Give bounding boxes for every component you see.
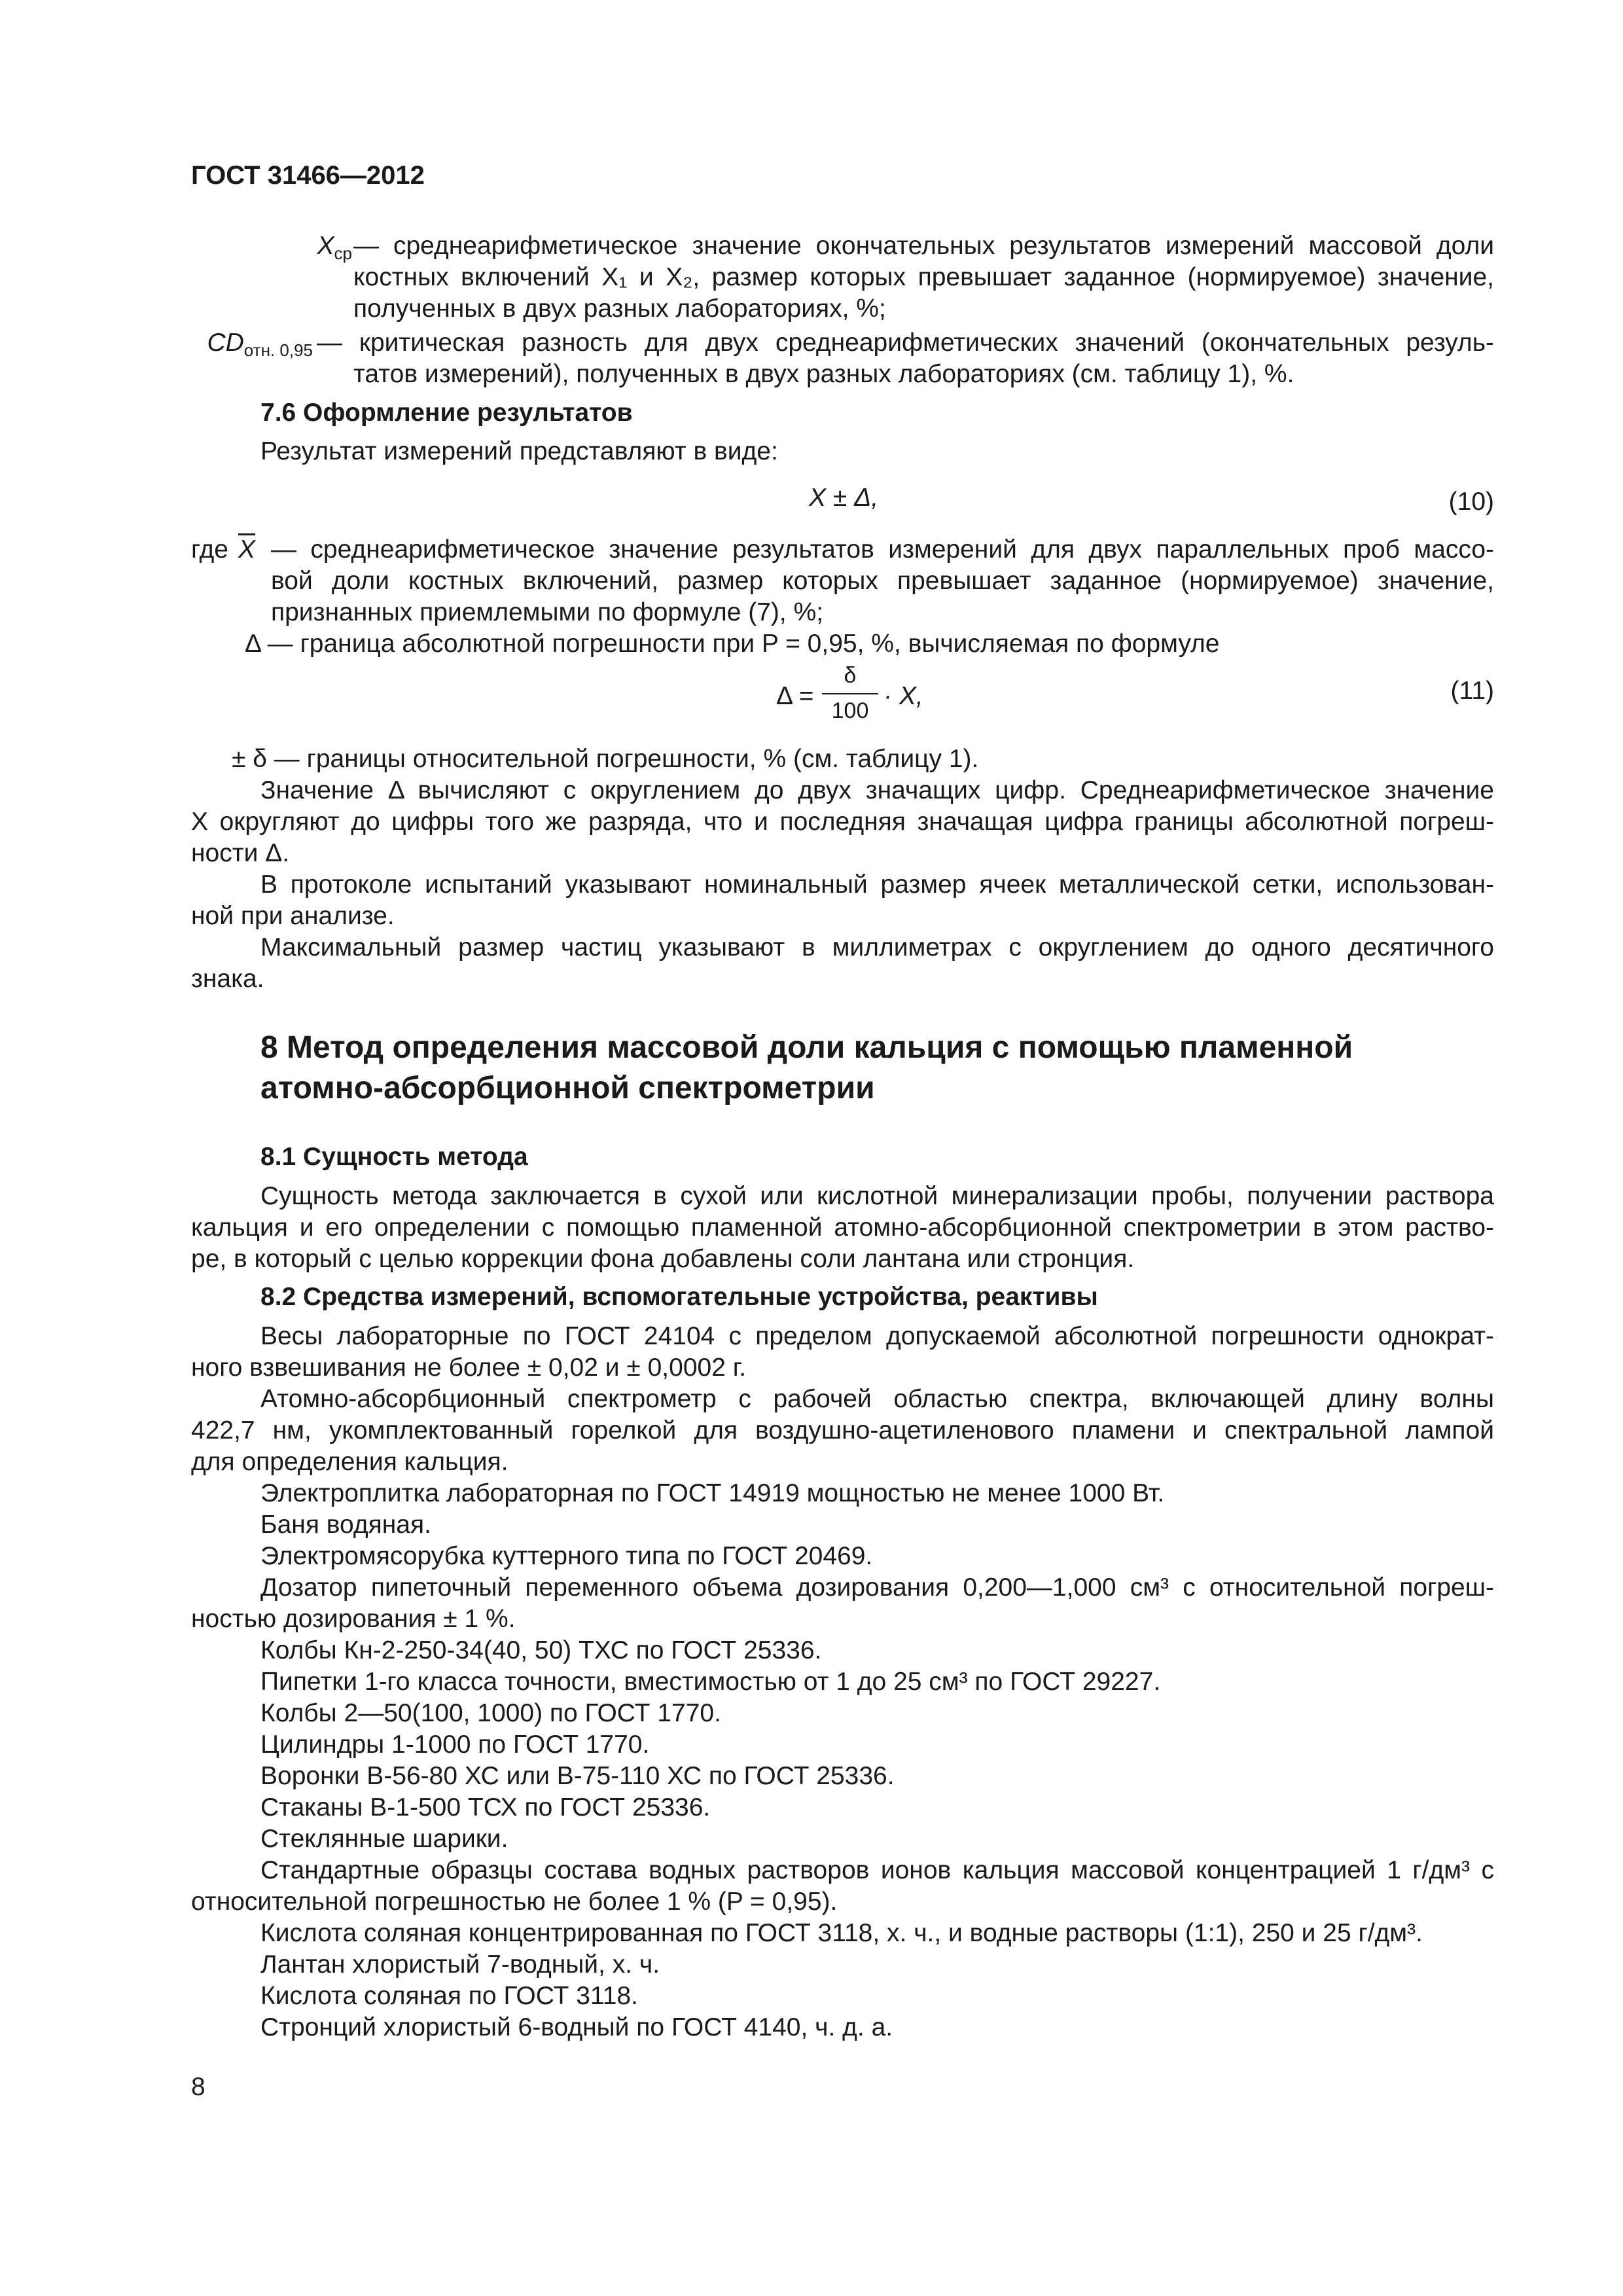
item-reference-samples-line-1: Стандартные образцы состава водных растворов ионов кальция массовой концентрацией 1 г/дм³ с bbox=[260, 1856, 1494, 1884]
section-8-heading-line-2: атомно-абсорбционной спектрометрии bbox=[260, 1071, 875, 1105]
def-xcp-line-3: полученных в двух разных лабораториях, %; bbox=[353, 295, 886, 323]
section-8-1-line-1: Сущность метода заключается в сухой или кислотной минерализации пробы, получении раствора bbox=[260, 1182, 1494, 1210]
formula-10: X ± Δ, bbox=[809, 484, 879, 512]
item-water-bath: Баня водяная. bbox=[260, 1511, 431, 1539]
item-flasks-kn: Колбы Кн-2-250-34(40, 50) ТХС по ГОСТ 25336. bbox=[260, 1636, 822, 1664]
section-8-1-line-3: ре, в который с целью коррекции фона добавлены соли лантана или стронция. bbox=[191, 1245, 1135, 1273]
para-rounding-line-1: Значение Δ вычисляют с округлением до двух значащих цифр. Среднеарифметическое значение bbox=[260, 776, 1494, 804]
formula-11-numerator: δ bbox=[844, 663, 857, 688]
section-8-heading-line-1: 8 Метод определения массовой доли кальция с помощью пламенной bbox=[260, 1030, 1353, 1065]
def-cd-line-1: — критическая разность для двух среднеарифметических значений (окончательных резуль- bbox=[317, 329, 1494, 357]
item-dispenser-line-1: Дозатор пипеточный переменного объема дозирования 0,200—1,000 см³ с относительной погреш- bbox=[260, 1573, 1494, 1602]
def-x-line-1: — среднеарифметическое значение результатов измерений для двух параллельных проб массо- bbox=[271, 535, 1494, 564]
formula-11-denominator: 100 bbox=[831, 698, 869, 723]
para-particle-line-2: знака. bbox=[191, 965, 264, 993]
def-delta: Δ — граница абсолютной погрешности при P = 0,95, %, вычисляемая по формуле bbox=[245, 630, 1220, 658]
item-strontium-chloride: Стронций хлористый 6-водный по ГОСТ 4140, ч. д. а. bbox=[260, 2013, 893, 2041]
item-spectrometer-line-3: для определения кальция. bbox=[191, 1448, 508, 1476]
item-pipettes: Пипетки 1-го класса точности, вместимостью от 1 до 25 см³ по ГОСТ 29227. bbox=[260, 1668, 1161, 1696]
section-7-6-heading: 7.6 Оформление результатов bbox=[260, 399, 633, 427]
item-meat-grinder: Электромясорубка куттерного типа по ГОСТ 20469. bbox=[260, 1542, 873, 1570]
def-xcp-line-1: — среднеарифметическое значение окончательных результатов измерений массовой доли bbox=[353, 232, 1494, 260]
formula-11-number: (11) bbox=[1450, 677, 1494, 705]
def-x-symbol: $\overline{X}$ bbox=[238, 535, 256, 564]
document-header-title: ГОСТ 31466—2012 bbox=[191, 161, 425, 190]
where-prefix: где bbox=[191, 535, 228, 564]
page-number: 8 bbox=[191, 2073, 205, 2101]
section-8-2-heading: 8.2 Средства измерений, вспомогательные устройства, реактивы bbox=[260, 1283, 1098, 1311]
formula-11-rhs: · X, bbox=[883, 682, 923, 710]
para-rounding-line-3: ности Δ. bbox=[191, 839, 290, 867]
item-cylinders: Цилиндры 1-1000 по ГОСТ 1770. bbox=[260, 1731, 650, 1759]
def-cd-line-2: татов измерений), полученных в двух разных лабораториях (см. таблицу 1), %. bbox=[353, 360, 1294, 388]
formula-11-fraction-line bbox=[822, 693, 878, 694]
formula-11-lhs: Δ = bbox=[776, 682, 814, 710]
item-hcl: Кислота соляная по ГОСТ 3118. bbox=[260, 1982, 638, 2010]
section-7-6-intro: Результат измерений представляют в виде: bbox=[260, 437, 778, 465]
def-x-line-2: вой доли костных включений, размер которых превышает заданное (нормируемое) значение, bbox=[271, 567, 1494, 595]
item-glass-beads: Стеклянные шарики. bbox=[260, 1825, 508, 1853]
def-cd-symbol: $CD_{отн. 0,95}$ bbox=[207, 329, 313, 360]
item-lanthanum-chloride: Лантан хлористый 7-водный, х. ч. bbox=[260, 1950, 660, 1979]
def-x-line-3: признанных приемлемыми по формуле (7), %; bbox=[271, 598, 824, 626]
item-beakers: Стаканы В-1-500 ТСХ по ГОСТ 25336. bbox=[260, 1793, 711, 1821]
item-spectrometer-line-1: Атомно-абсорбционный спектрометр с рабочей областью спектра, включающей длину волны bbox=[260, 1385, 1494, 1413]
para-particle-line-1: Максимальный размер частиц указывают в миллиметрах с округлением до одного десятичного bbox=[260, 933, 1494, 961]
section-8-1-heading: 8.1 Сущность метода bbox=[260, 1143, 528, 1171]
para-rounding-line-2: X округляют до цифры того же разряда, что и последняя значащая цифра границы абсолютной погреш- bbox=[191, 808, 1494, 836]
item-reference-samples-line-2: относительной погрешностью не более 1 % (P = 0,95). bbox=[191, 1888, 838, 1916]
para-protocol-line-2: ной при анализе. bbox=[191, 902, 395, 930]
para-protocol-line-1: В протоколе испытаний указывают номинальный размер ячеек металлической сетки, использован- bbox=[260, 870, 1494, 899]
item-hcl-concentrated: Кислота соляная концентрированная по ГОСТ 3118, х. ч., и водные растворы (1:1), 250 и 25 г/дм³. bbox=[260, 1919, 1423, 1947]
item-scales-line-2: ного взвешивания не более ± 0,02 и ± 0,0002 г. bbox=[191, 1354, 747, 1382]
section-8-1-line-2: кальция и его определении с помощью пламенной атомно-абсорбционной спектрометрии в этом раство- bbox=[191, 1213, 1494, 1242]
item-dispenser-line-2: ностью дозирования ± 1 %. bbox=[191, 1605, 516, 1633]
item-scales-line-1: Весы лабораторные по ГОСТ 24104 с пределом допускаемой абсолютной погрешности однократ- bbox=[260, 1322, 1494, 1350]
def-small-delta: ± δ — границы относительной погрешности, % (см. таблицу 1). bbox=[232, 745, 979, 773]
item-volumetric-flasks: Колбы 2—50(100, 1000) по ГОСТ 1770. bbox=[260, 1699, 721, 1727]
item-spectrometer-line-2: 422,7 нм, укомплектованный горелкой для воздушно-ацетиленового пламени и спектральной лампой bbox=[191, 1416, 1494, 1444]
item-hotplate: Электроплитка лабораторная по ГОСТ 14919 мощностью не менее 1000 Вт. bbox=[260, 1479, 1165, 1507]
def-xcp-line-2: костных включений X₁ и X₂, размер которых превышает заданное (нормируемое) значение, bbox=[353, 263, 1494, 291]
formula-10-number: (10) bbox=[1448, 488, 1494, 516]
def-xcp-symbol: $X_{ср}$ bbox=[317, 232, 352, 263]
item-funnels: Воронки В-56-80 ХС или В-75-110 ХС по ГОСТ 25336. bbox=[260, 1762, 895, 1790]
